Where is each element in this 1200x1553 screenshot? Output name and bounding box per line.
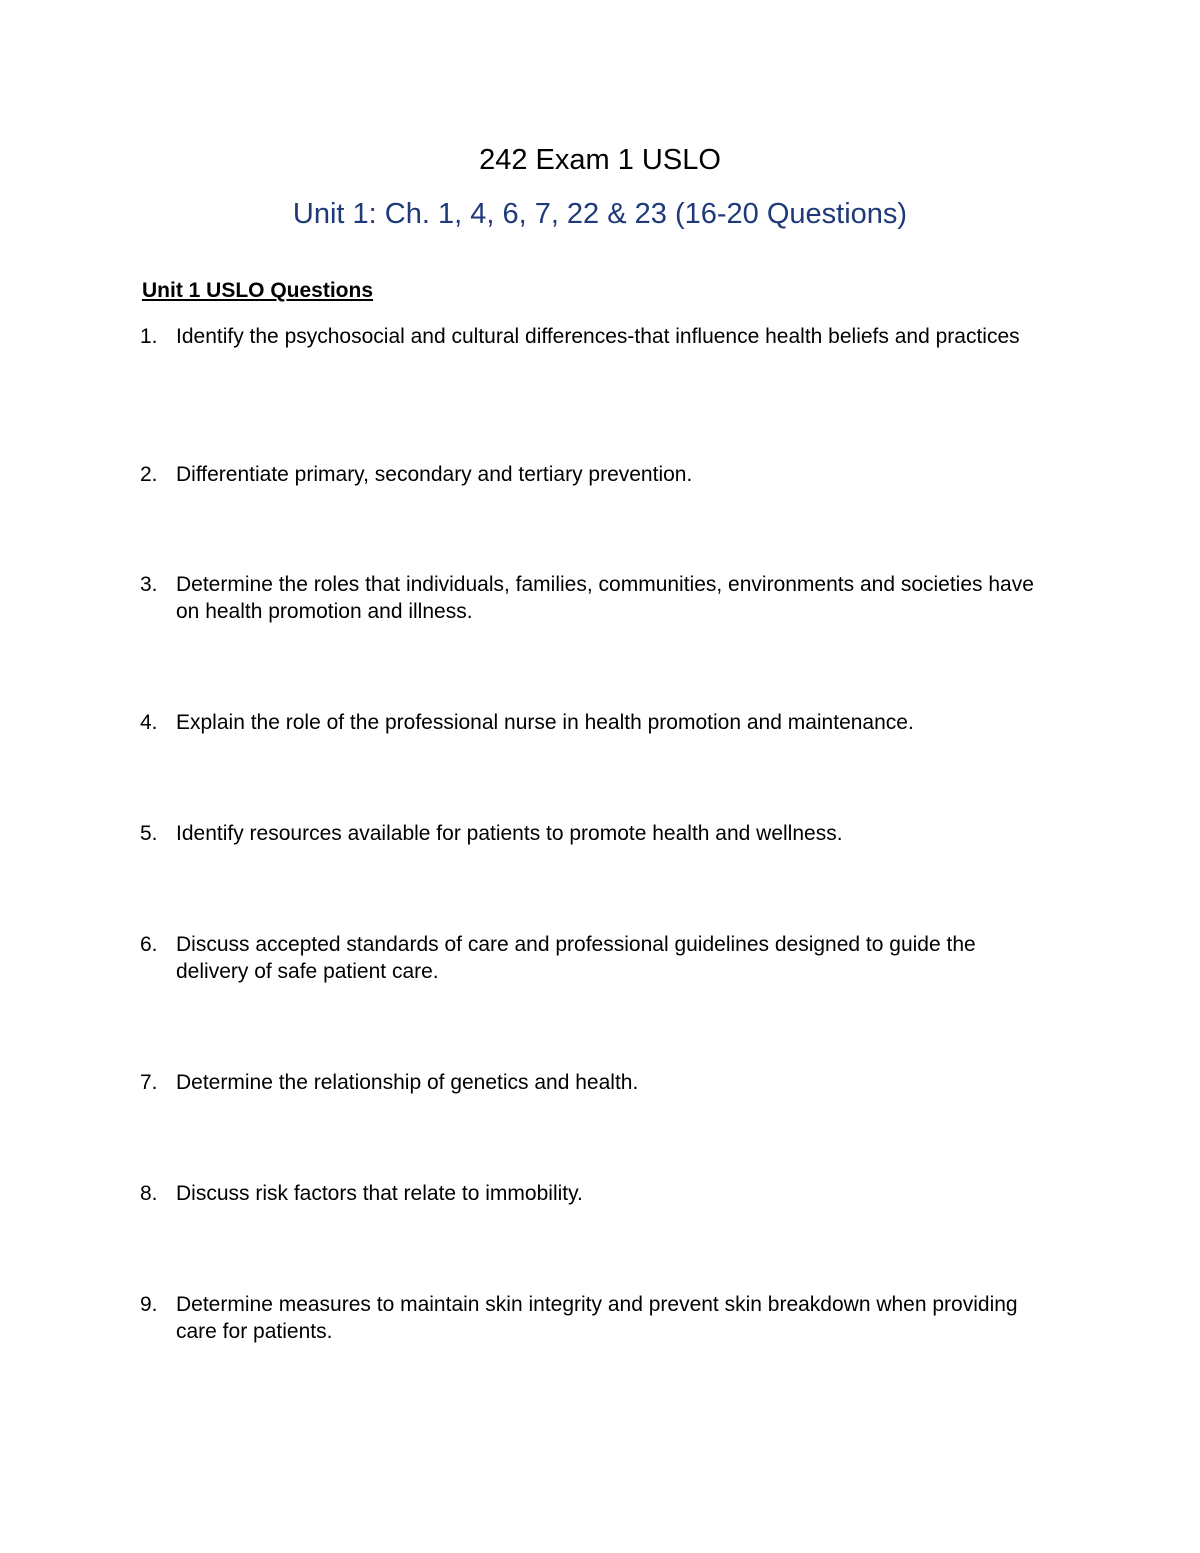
question-number: 9. (140, 1293, 158, 1316)
question-number: 5. (140, 822, 158, 845)
question-item (140, 1069, 1040, 1096)
question-number: 4. (140, 711, 158, 734)
question-item (140, 571, 1040, 625)
page-title: 242 Exam 1 USLO (479, 144, 721, 176)
question-text: Determine the relationship of genetics and health. (176, 1071, 639, 1094)
question-item (140, 1291, 1040, 1345)
question-item (140, 461, 1040, 488)
page-subtitle: Unit 1: Ch. 1, 4, 6, 7, 22 & 23 (16-20 Questions) (292, 198, 908, 230)
question-number: 8. (140, 1182, 158, 1205)
question-item (140, 1180, 1040, 1207)
question-text: Differentiate primary, secondary and tertiary prevention. (176, 463, 693, 486)
question-item (140, 323, 1040, 350)
question-item (140, 931, 1040, 985)
section-heading: Unit 1 USLO Questions (142, 279, 374, 302)
question-text: Explain the role of the professional nurse in health promotion and maintenance. (176, 711, 914, 734)
question-item (140, 709, 1040, 736)
question-text: Discuss accepted standards of care and professional guidelines designed to guide the delivery of safe patient care. (176, 933, 976, 983)
question-text: Discuss risk factors that relate to immobility. (176, 1182, 583, 1205)
question-number: 2. (140, 463, 158, 486)
question-number: 3. (140, 573, 158, 596)
question-number: 7. (140, 1071, 158, 1094)
question-item (140, 820, 1040, 847)
question-text: Determine measures to maintain skin integrity and prevent skin breakdown when providing care for patients. (176, 1293, 1018, 1343)
question-text: Identify the psychosocial and cultural differences-that influence health beliefs and practices (176, 325, 1020, 348)
question-number: 6. (140, 933, 158, 956)
question-text: Identify resources available for patients to promote health and wellness. (176, 822, 843, 845)
question-text: Determine the roles that individuals, families, communities, environments and societies have on health promotion and illness. (176, 573, 1034, 623)
question-number: 1. (140, 325, 158, 348)
